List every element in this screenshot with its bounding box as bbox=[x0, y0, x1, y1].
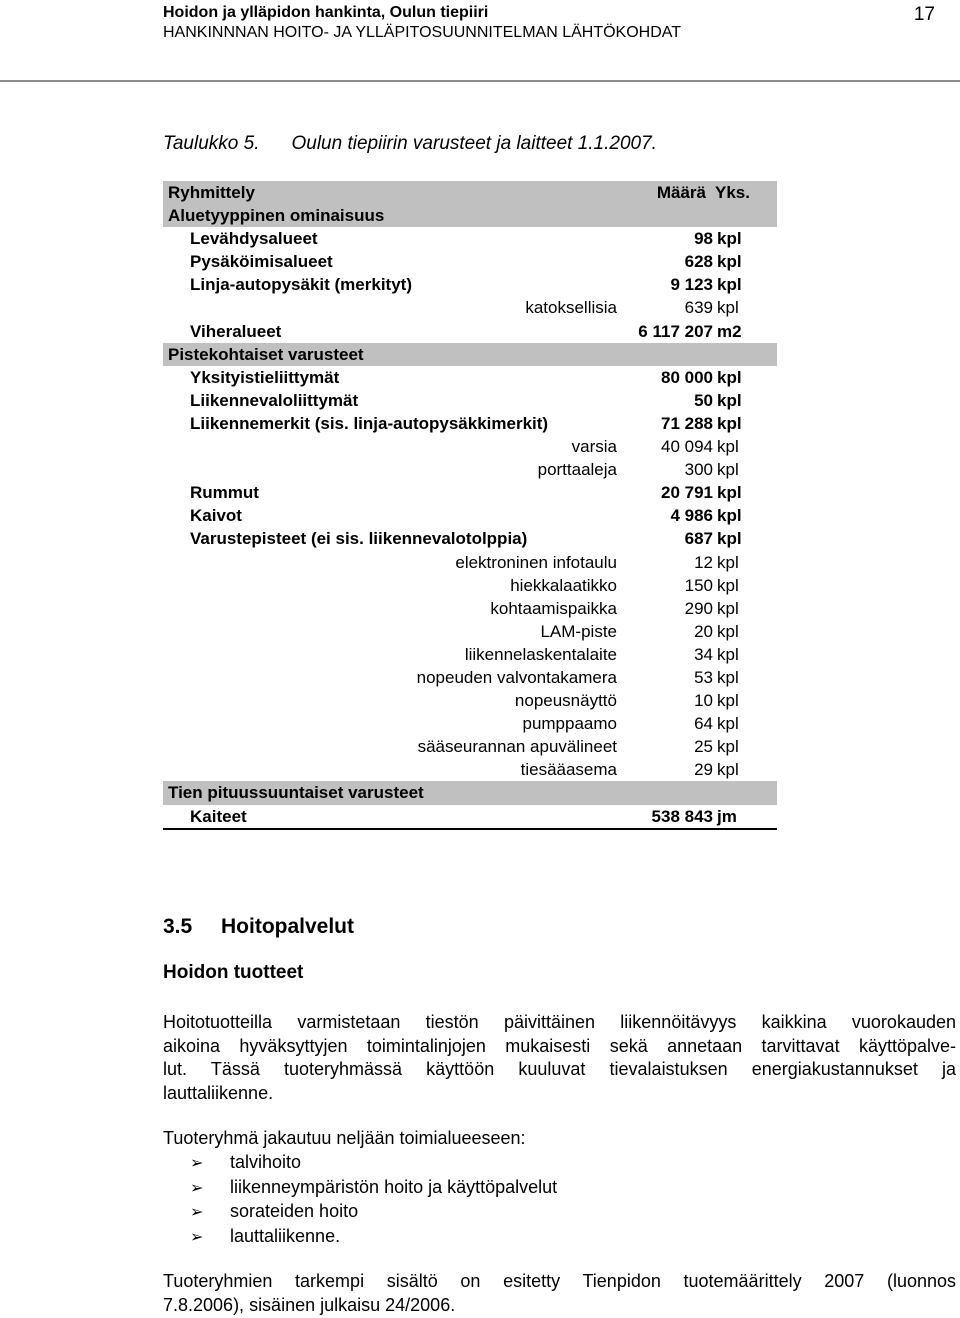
quantity-cell: 10 bbox=[694, 691, 713, 711]
unit-cell: kpl bbox=[717, 691, 739, 711]
unit-cell: kpl bbox=[717, 437, 739, 457]
bullet-list bbox=[190, 1151, 557, 1249]
list-item-text: liikenneympäristön hoito ja käyttöpalvelut bbox=[230, 1176, 558, 1197]
list-item-text: sorateiden hoito bbox=[230, 1201, 359, 1221]
list-item bbox=[190, 1151, 557, 1176]
unit-cell: kpl bbox=[717, 667, 739, 687]
category-label: Pysäköimisalueet bbox=[190, 252, 333, 272]
category-label: Varustepisteet (ei sis. liikennevalotolppia) bbox=[190, 529, 528, 549]
unit-cell: kpl bbox=[717, 575, 739, 595]
table-row bbox=[163, 366, 777, 389]
section-label: Tien pituussuuntaiset varusteet bbox=[168, 783, 424, 803]
subcategory-label: sääseurannan apuvälineet bbox=[417, 737, 617, 757]
quantity-cell: 50 bbox=[694, 390, 713, 410]
quantity-cell: 4 986 bbox=[670, 506, 713, 526]
column-header-amount: Määrä bbox=[656, 183, 706, 202]
paragraph-1-line: lauttaliikenne. bbox=[163, 1082, 274, 1103]
subcategory-label: hiekkalaatikko bbox=[510, 575, 617, 595]
quantity-cell: 98 bbox=[694, 229, 713, 249]
category-label: Viheralueet bbox=[190, 321, 282, 341]
quantity-cell: 150 bbox=[684, 575, 713, 595]
table-row bbox=[163, 412, 777, 435]
arrow-bullet-icon: ➢ bbox=[190, 1204, 204, 1221]
quantity-cell: 40 094 bbox=[661, 437, 713, 457]
table-row bbox=[163, 735, 777, 758]
header-subtitle: HANKINNNAN HOITO- JA YLLÄPITOSUUNNITELMAN LÄHTÖKOHDAT bbox=[163, 24, 682, 41]
unit-cell: kpl bbox=[717, 552, 739, 572]
category-label: Kaivot bbox=[190, 506, 242, 526]
table-row bbox=[163, 458, 777, 481]
section-title: Hoitopalvelut bbox=[221, 915, 355, 938]
quantity-cell: 639 bbox=[684, 298, 713, 318]
subcategory-label: katoksellisia bbox=[525, 298, 617, 318]
category-label: Liikennemerkit (sis. linja-autopysäkkimerkit) bbox=[190, 413, 549, 433]
unit-cell: kpl bbox=[717, 598, 739, 618]
table-row bbox=[163, 504, 777, 527]
unit-cell: kpl bbox=[717, 714, 739, 734]
list-item bbox=[190, 1225, 557, 1250]
category-label: Liikennevaloliittymät bbox=[190, 390, 359, 410]
quantity-cell: 29 bbox=[694, 760, 713, 780]
arrow-bullet-icon: ➢ bbox=[190, 1155, 204, 1172]
table-header-row bbox=[163, 181, 777, 204]
paragraph-1 bbox=[163, 1011, 956, 1105]
unit-cell: kpl bbox=[717, 367, 742, 387]
quantity-cell: 290 bbox=[684, 598, 713, 618]
unit-cell: kpl bbox=[717, 483, 742, 503]
subcategory-label: varsia bbox=[571, 437, 617, 457]
table-section-row bbox=[163, 343, 777, 366]
quantity-cell: 34 bbox=[694, 644, 713, 664]
column-header-group: Ryhmittely bbox=[168, 183, 255, 202]
unit-cell: kpl bbox=[717, 621, 739, 641]
table-row bbox=[163, 320, 777, 343]
unit-cell: kpl bbox=[717, 460, 739, 480]
table-row bbox=[163, 227, 777, 250]
unit-cell: jm bbox=[717, 806, 737, 826]
column-header-unit: Yks. bbox=[715, 183, 750, 202]
table-row bbox=[163, 666, 777, 689]
table-row bbox=[163, 273, 777, 296]
subcategory-label: tiesääasema bbox=[520, 760, 617, 780]
table-row bbox=[163, 296, 777, 319]
arrow-bullet-icon: ➢ bbox=[190, 1228, 204, 1246]
table-row bbox=[163, 250, 777, 273]
table-row bbox=[163, 574, 777, 597]
unit-cell: kpl bbox=[717, 275, 742, 295]
table-row bbox=[163, 481, 777, 504]
page-header bbox=[163, 0, 960, 80]
quantity-cell: 64 bbox=[694, 714, 713, 734]
paragraph-1-line: Hoitotuotteilla varmistetaan tiestön päivittäinen liikennöitävyys kaikkina vuorokauden bbox=[163, 1012, 956, 1032]
paragraph-2: Tuoteryhmä jakautuu neljään toimialueeseen: bbox=[163, 1128, 526, 1148]
unit-cell: m2 bbox=[717, 321, 742, 341]
list-item-text: lauttaliikenne. bbox=[230, 1225, 341, 1246]
category-label: Rummut bbox=[190, 483, 259, 503]
list-item-text: talvihoito bbox=[230, 1152, 302, 1172]
unit-cell: kpl bbox=[717, 760, 739, 780]
subcategory-label: pumppaamo bbox=[522, 714, 617, 734]
table-row bbox=[163, 435, 777, 458]
subcategory-label: LAM-piste bbox=[540, 621, 617, 641]
quantity-cell: 20 bbox=[694, 621, 713, 641]
table-row bbox=[163, 712, 777, 735]
category-label: Yksityistieliittymät bbox=[190, 367, 340, 387]
quantity-cell: 628 bbox=[684, 252, 713, 272]
quantity-cell: 687 bbox=[684, 529, 713, 549]
quantity-cell: 300 bbox=[684, 460, 713, 480]
category-label: Kaiteet bbox=[190, 806, 247, 826]
quantity-cell: 80 000 bbox=[661, 367, 713, 387]
header-title: Hoidon ja ylläpidon hankinta, Oulun tiepiiri bbox=[163, 4, 489, 21]
subcategory-label: porttaaleja bbox=[537, 460, 617, 480]
equipment-table bbox=[163, 181, 777, 830]
subsection-heading: Hoidon tuotteet bbox=[163, 962, 304, 983]
unit-cell: kpl bbox=[717, 229, 742, 249]
paragraph-1-line: lut. Tässä tuoteryhmässä käyttöön kuuluvat tievalaistuksen energiakustannukset ja bbox=[163, 1059, 956, 1079]
unit-cell: kpl bbox=[717, 298, 739, 318]
caption-label: Taulukko 5. bbox=[163, 133, 260, 154]
unit-cell: kpl bbox=[717, 506, 742, 526]
table-section-row bbox=[163, 204, 777, 227]
table-section-row bbox=[163, 781, 777, 804]
subcategory-label: liikennelaskentalaite bbox=[464, 644, 617, 664]
paragraph-3 bbox=[163, 1270, 956, 1317]
unit-cell: kpl bbox=[717, 644, 739, 664]
subcategory-label: nopeuden valvontakamera bbox=[416, 667, 617, 687]
quantity-cell: 53 bbox=[694, 667, 713, 687]
subcategory-label: nopeusnäyttö bbox=[514, 691, 617, 711]
unit-cell: kpl bbox=[717, 737, 739, 757]
table-row bbox=[163, 689, 777, 712]
quantity-cell: 9 123 bbox=[670, 275, 713, 295]
unit-cell: kpl bbox=[717, 413, 742, 433]
section-heading bbox=[163, 915, 354, 939]
page-number: 17 bbox=[913, 4, 935, 25]
paragraph-3-line: 7.8.2006), sisäinen julkaisu 24/2006. bbox=[163, 1294, 456, 1315]
caption-text: Oulun tiepiirin varusteet ja laitteet 1.1.2007. bbox=[291, 133, 657, 154]
quantity-cell: 25 bbox=[694, 737, 713, 757]
header-divider bbox=[0, 80, 960, 82]
quantity-cell: 538 843 bbox=[651, 806, 713, 826]
section-number: 3.5 bbox=[163, 915, 193, 938]
table-row bbox=[163, 551, 777, 574]
paragraph-1-line: aikoina hyväksyttyjen toimintalinjojen mukaisesti sekä annetaan tarvittavat käyttöpalve- bbox=[163, 1035, 956, 1056]
unit-cell: kpl bbox=[717, 390, 742, 410]
unit-cell: kpl bbox=[717, 252, 742, 272]
table-row bbox=[163, 389, 777, 412]
table-row bbox=[163, 758, 777, 781]
quantity-cell: 6 117 207 bbox=[638, 321, 713, 341]
quantity-cell: 20 791 bbox=[661, 483, 713, 503]
quantity-cell: 71 288 bbox=[661, 413, 713, 433]
table-row bbox=[163, 643, 777, 666]
subcategory-label: kohtaamispaikka bbox=[490, 598, 617, 618]
table-row bbox=[163, 597, 777, 620]
list-item bbox=[190, 1176, 557, 1201]
section-label: Aluetyyppinen ominaisuus bbox=[168, 206, 385, 226]
paragraph-3-line: Tuoteryhmien tarkempi sisältö on esitetty Tienpidon tuotemäärittely 2007 (luonnos bbox=[163, 1271, 956, 1291]
unit-cell: kpl bbox=[717, 529, 742, 549]
quantity-cell: 12 bbox=[694, 552, 713, 572]
table-caption bbox=[163, 133, 657, 155]
table-row bbox=[163, 620, 777, 643]
table-row bbox=[163, 527, 777, 550]
list-item bbox=[190, 1200, 557, 1225]
category-label: Linja-autopysäkit (merkityt) bbox=[190, 275, 412, 295]
category-label: Levähdysalueet bbox=[190, 229, 318, 249]
arrow-bullet-icon: ➢ bbox=[190, 1179, 204, 1197]
subcategory-label: elektroninen infotaulu bbox=[455, 552, 617, 572]
table-row bbox=[163, 805, 777, 830]
section-label: Pistekohtaiset varusteet bbox=[168, 344, 364, 364]
